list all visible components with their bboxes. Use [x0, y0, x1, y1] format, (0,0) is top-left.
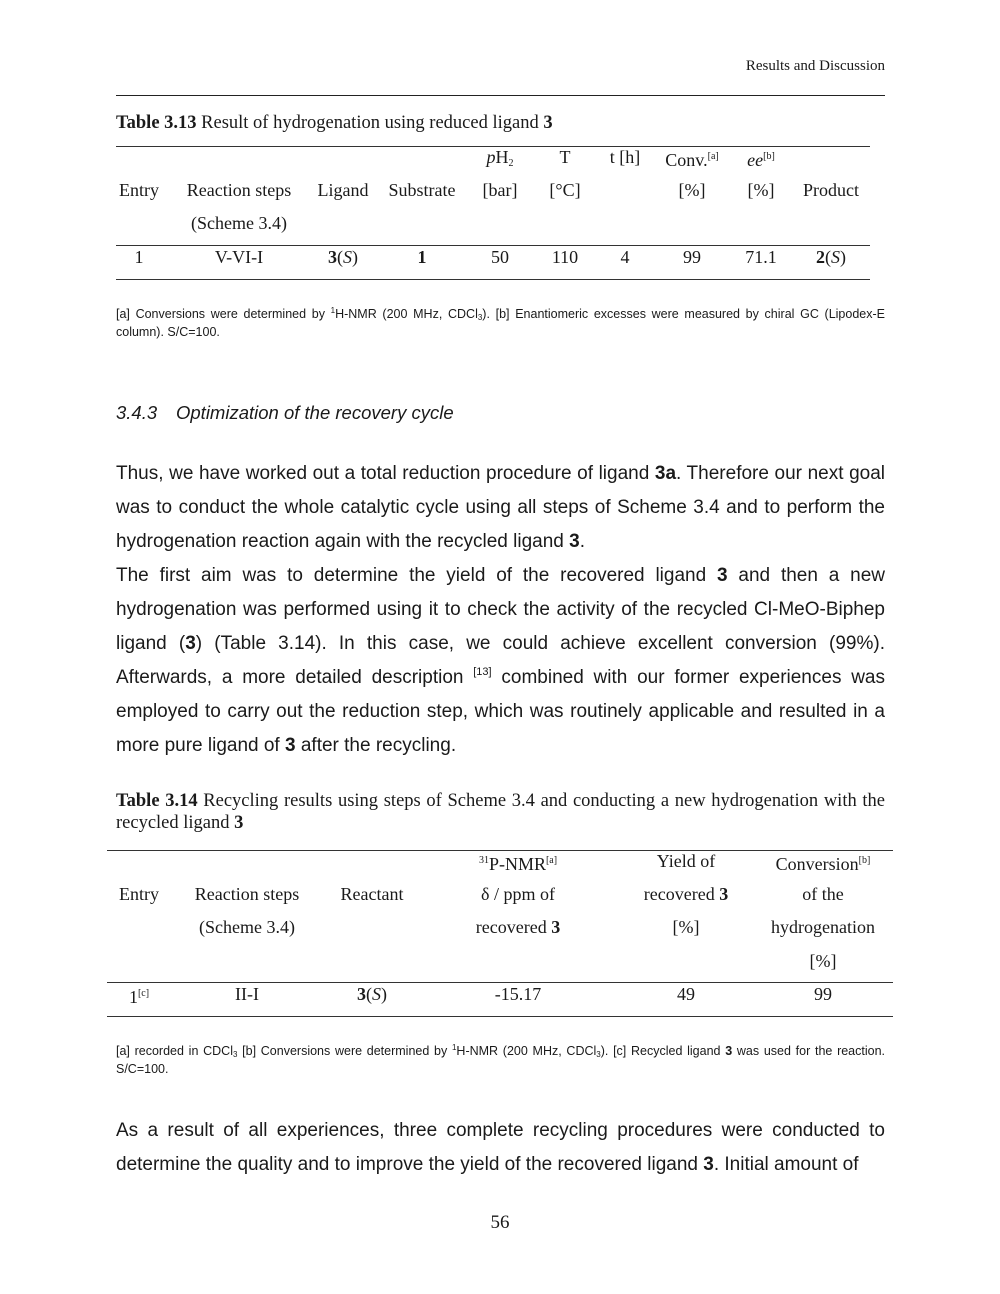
- header-reaction-steps: Reaction steps: [186, 180, 292, 200]
- header-time: t [h]: [609, 147, 641, 167]
- header-conversion-hydrogenation: hydrogenation: [771, 917, 875, 937]
- header-yield: Yield of: [656, 851, 716, 871]
- header-conversion-unit: [%]: [678, 180, 706, 200]
- header-ligand: Ligand: [317, 180, 369, 200]
- header-nmr-shift: δ / ppm of: [481, 884, 555, 904]
- table-bottom-rule: [107, 1016, 893, 1017]
- header-conversion: Conv.[a]: [665, 150, 719, 170]
- section-number: 3.4.3: [116, 402, 158, 423]
- header-yield-unit: [%]: [672, 917, 700, 937]
- table-3-14-footnote: [a] recorded in CDCl$_3$ [b] Conversions were determined by $^1$H-NMR (200 MHz, CDCl$_3$). [c] Recycled ligand 3 was used for the reaction. S/C=100.: [116, 1043, 886, 1076]
- header-scheme: (Scheme 3.4): [199, 917, 295, 937]
- page-number: 56: [490, 1212, 510, 1233]
- table-label: Table 3.14: [116, 791, 198, 811]
- header-pressure: $pH_2$: [486, 147, 514, 169]
- row-substrate: 1: [417, 247, 427, 267]
- caption-text: Recycling results using steps of Scheme 3.4 and conducting a new hydrogenation with the recycled ligand: [116, 791, 885, 833]
- header-reactant: Reactant: [340, 884, 404, 904]
- table-3-13-footnote: [a] Conversions were determined by $^1$H-NMR (200 MHz, CDCl$_3$). [b] Enantiomeric excesses were measured by chiral GC (Lipodex-E column). S/C=100.: [116, 306, 885, 339]
- header-temperature: T: [559, 147, 571, 167]
- row-yield: 49: [677, 984, 695, 1004]
- header-product: Product: [803, 180, 859, 200]
- paragraph-2: The first aim was to determine the yield of the recovered ligand 3 and then a new hydrogenation was performed using it to check the activity of the recycled Cl-MeO-Biphep ligand (3) (Table 3.14). In this case, we could achieve excellent conversion (99%). Afterwards, a more detailed description [13] combined with our former experiences was employed to carry out the reduction step, which was routinely applicable and resulted in a more pure ligand of 3 after the recycling.: [116, 565, 886, 756]
- header-conversion-of: of the: [802, 884, 844, 904]
- row-nmr: -15.17: [494, 984, 542, 1004]
- row-conversion: 99: [683, 247, 701, 267]
- table-label: Table 3.13: [116, 113, 197, 133]
- row-entry: 1[c]: [128, 987, 150, 1007]
- row-ee: 71.1: [745, 247, 777, 267]
- header-scheme: (Scheme 3.4): [191, 213, 287, 233]
- header-reaction-steps: Reaction steps: [194, 884, 300, 904]
- header-entry: Entry: [119, 884, 159, 904]
- row-ligand: 3(S): [328, 247, 358, 267]
- header-ee: ee[b]: [747, 150, 775, 170]
- header-yield-recovered: recovered 3: [643, 884, 729, 904]
- row-pressure: 50: [491, 247, 509, 267]
- header-nmr: $^{31}$P-NMR[a]: [478, 854, 558, 874]
- caption-ligand: 3: [543, 113, 553, 133]
- header-substrate: Substrate: [388, 180, 456, 200]
- row-conversion: 99: [814, 984, 832, 1004]
- header-entry: Entry: [119, 180, 159, 200]
- section-title: Optimization of the recovery cycle: [176, 402, 454, 423]
- header-temperature-unit: [°C]: [549, 180, 581, 200]
- row-temperature: 110: [551, 247, 579, 267]
- header-pressure-unit: [bar]: [482, 180, 518, 200]
- citation-ref: [13]: [473, 666, 492, 678]
- caption-ligand: 3: [234, 813, 244, 833]
- row-time: 4: [620, 247, 630, 267]
- caption-text: Result of hydrogenation using reduced ligand: [196, 113, 544, 133]
- row-reactant: 3(S): [357, 984, 387, 1004]
- header-ee-unit: [%]: [747, 180, 775, 200]
- row-entry: 1: [134, 247, 144, 267]
- paragraph-1: Thus, we have worked out a total reduction procedure of ligand 3a. Therefore our next goal was to conduct the whole catalytic cycle using all steps of Scheme 3.4 and to perform the hydrogenation reaction again with the recycled ligand 3.: [116, 463, 885, 552]
- row-steps: II-I: [235, 984, 259, 1004]
- header-nmr-recovered: recovered 3: [475, 917, 561, 937]
- running-header: Results and Discussion: [745, 58, 885, 74]
- row-steps: V-VI-I: [214, 247, 264, 267]
- header-conversion: Conversion[b]: [775, 854, 871, 874]
- paragraph-3: As a result of all experiences, three complete recycling procedures were conducted to determine the quality and to improve the yield of the recovered ligand 3. Initial amount of: [116, 1120, 885, 1175]
- header-conversion-unit: [%]: [809, 951, 837, 971]
- row-product: 2(S): [816, 247, 846, 267]
